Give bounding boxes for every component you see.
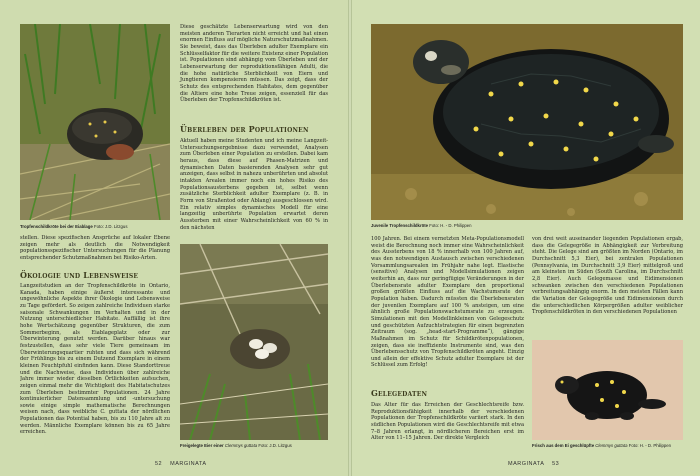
photo-juvenile-turtle (371, 24, 683, 220)
photo1-credit: Foto: J.D. Litzgus (94, 224, 128, 229)
heading-ueberleben: Überleben der Populationen (180, 124, 309, 134)
left-folio (155, 461, 207, 467)
photo2-caption-title: Freigelegte Eier einer (180, 443, 224, 448)
photo3-credit: Foto: H. - D. Philippen (429, 223, 472, 228)
left-col2-top: Diese geschätzte Lebenserwartung wird von den meisten anderen Tierarten nicht erreicht und hat einen enormen Einfluss auf mögliche Naturschutzmaßnahmen. Sie beweist, dass das Überleben adulter Exemplare ein Schlüsselfaktor für die weitere Existenz einer Population ist. Populationen sind abhängig vom Überleben und der Lebenserwartung der reproduktionsfähigen Adulti, die die hohe natürliche Sterblichkeit von Eiern und Jungtieren kompensieren müssen. Das zeigt, dass der Schutz des entsprechenden Habitates, dem gegenüber die Altiere eine hohe Treue zeigen, essenziell für das Überleben der Tropfenschildkröten ist. (180, 24, 328, 104)
photo-hatchling (532, 340, 683, 440)
left-page-number: 52 (155, 461, 163, 467)
heading-gelegedaten: Gelegedaten (371, 388, 428, 398)
right-page (352, 0, 700, 476)
right-folio (508, 461, 559, 467)
photo1-caption-title: Tropfenschildkröte bei der Eiablage (20, 224, 93, 229)
photo2-caption (180, 443, 328, 448)
photo4-caption (532, 443, 683, 448)
right-col1-body: 100 Jahren. Bei einem vernetzten Meta-Populationsmodell weist die Berechnung noch immer eine Wahrscheinlichkeit des Aussterbens von 18 % innerhalb von 100 Jahren auf, was den notwendigen Austausch zwischen verschiedenen Vorsammlungsarealen im Frühjahr nahe legt. Elastische (sensitive) Analysen und Modellsimulationen zeigen weiterhin an, dass nur geringfügige Veränderungen in der Überlebensrate adulter Exemplare den proportional großen größten Einfluss auf die Wachstumsrate der Population haben. Dadurch müssten die Überlebensraten der juvenilen Exemplare auf 100 % ansteigen, um eine ähnlich große Populationswachstumsrate zu erzeugen. Simulationen mit den Modellinkleinen von Gelegeschutz und geschützten Aufzuchtstrategien für einen begrenzten Zeitraum (sog. „head-start-Programme“), gängige Maßnahmen im Schutz für Schildkrötenpopulationen, zeigen, dass sie ineffiziente Instrumente sind, was den Überlebensschutz von Tropfenschildkröten angeht. Einzig und allein der effektive Schutz adulter Exemplare ist der Schlüssel zum Erfolg! (371, 236, 524, 369)
right-folio-title: MARGINATA (508, 461, 545, 467)
photo2-credit: Foto: J.D. Litzgus (258, 443, 292, 448)
right-page-number: 53 (552, 461, 560, 467)
photo4-species: Clemmys guttata (595, 443, 628, 448)
photo2-species: Clemmys guttata (224, 443, 258, 448)
left-folio-title: MARGINATA (170, 461, 207, 467)
photo3-caption (371, 223, 571, 228)
photo-exposed-eggs (180, 244, 328, 440)
photo3-caption-title: Juvenile Tropfenschildkröte (371, 223, 429, 228)
left-col2-body: Aktuell haben meine Studenten und ich meine Langzeit-Untersuchungsergebnisse dazu verwendet, Analysen zum Überleben einer Population zu erstellen. Dabei kam heraus, dass diese auf Phasen-Matrizen und dynamischen Daten basierenden Analysen sehr gut anzeigen, dass selbst in nahezu unberührten und absolut intakten Arealen immer noch ein hohes Risiko des Populationsausterbens gegeben ist, selbst wenn zusätzliche Sterblichkeit adulter Exemplare (z. B. in Form von Straßentod oder Ablang) ausgeschlossen wird. Ein relativ simples dynamisches Modell für eine langzeitig unberührte Population erwartet deren Aussterben mit einer Wahrscheinlichkeit von 60 % in den nächsten (180, 138, 328, 231)
photo1-caption (20, 224, 170, 229)
photo4-credit: Foto: H. - D. Philippen (628, 443, 672, 448)
photo-turtle-egg-laying (20, 24, 170, 220)
heading-oekologie: Ökologie und Lebensweise (20, 270, 139, 280)
photo4-caption-title: Frisch aus dem Ei geschlüpfte (532, 443, 595, 448)
left-col1-body: Langzeitstudien an der Tropfenschildkröte in Ontario, Kanada, haben einige äußerst interessante und ungewöhnliche Aspekte ihrer Ökologie und Lebensweise zu Tage gefördert. So zeigen zahlreiche Individuen starke saisonale Schwankungen im Verhalten und in der Nutzung unterschiedlicher Habitate. Auffällig ist ihre hohe Wertschätzung gegenüber Strukturen, die zum Sommerbeginn, als Eiablageplatz oder zur Überwinterung genutzt werden. Darüber hinaus war festzustellen, dass sehr viele Tiere gemeinsam im Überwinterungsquartier ruhten und dass sich während der Frühlings bis zu einem Dutzend Exemplare in einem kleinen Feuchtpfuhl einfinden kann. Diese Standorttreue und die Nachweise, dass Individuen über zahlreiche Jahre immer wieder dieselben Örtlichkeiten aufsuchen, zeigen einmal mehr die Wichtigkeit des Habitatschutzes zum Überleben bestimmter Populationen. 24 Jahre kontinuierlicher Datensammlung und -untersuchung sowie einige simple mathematische Berechnungen weisen nach, dass weibliche C. guttata der nördlichen Populationen das Potential haben, bis zu 110 Jahre alt zu werden. Männliche Exemplare können bis zu 65 Jahre erreichen. (20, 283, 170, 436)
left-col1-intro: stellen. Diese spezifischen Ansprüche auf lokaler Ebene zeigen mehr als deutlich die Notwendigkeit populationsspezifischer Untersuchungen für die Planung entsprechender Schutzmaßnahmen bei Risiko-Arten. (20, 235, 170, 261)
right-col1-gelege: Das Alter für das Erreichen der Geschlechtsreife bzw. Reproduktionsfähigkeit innerhalb der verschiedenen Populationen der Tropfenschildkröte variiert stark. In den südlichen Populationen wird die Geschlechtsreife mit etwa 7–8 Jahren erlangt, in nördlicheren Bereichen erst im Alter von 11–15 Jahren. Der direkte Vergleich (371, 402, 524, 442)
right-col2-body: von drei weit auseinander liegenden Populationen ergab, dass die Gelegegröße in Abhängigkeit zur Verbreitung steht. Die Gelege sind am größten im Norden (Ontario, im Durchschnitt 5,3 Eier), bei zentralen Populationen (Pennsylvania, im Durchschnitt 3,9 Eier) mittelgroß und am kleinsten im Süden (South Carolina, im Durchschnitt 2,8 Eier). Auch Gelegemasse und Eidimensionen schwanken zwischen den verschiedenen Populationen verbreitungsabhängig enorm. In den meisten Fällen kann die Variation der Gelegegröße und Eidimensionen durch die unterschiedlichen Körpergrößen adulter weiblicher Tropfenschildkröten in den verschiedenen Populationen (532, 236, 683, 316)
left-page (0, 0, 348, 476)
